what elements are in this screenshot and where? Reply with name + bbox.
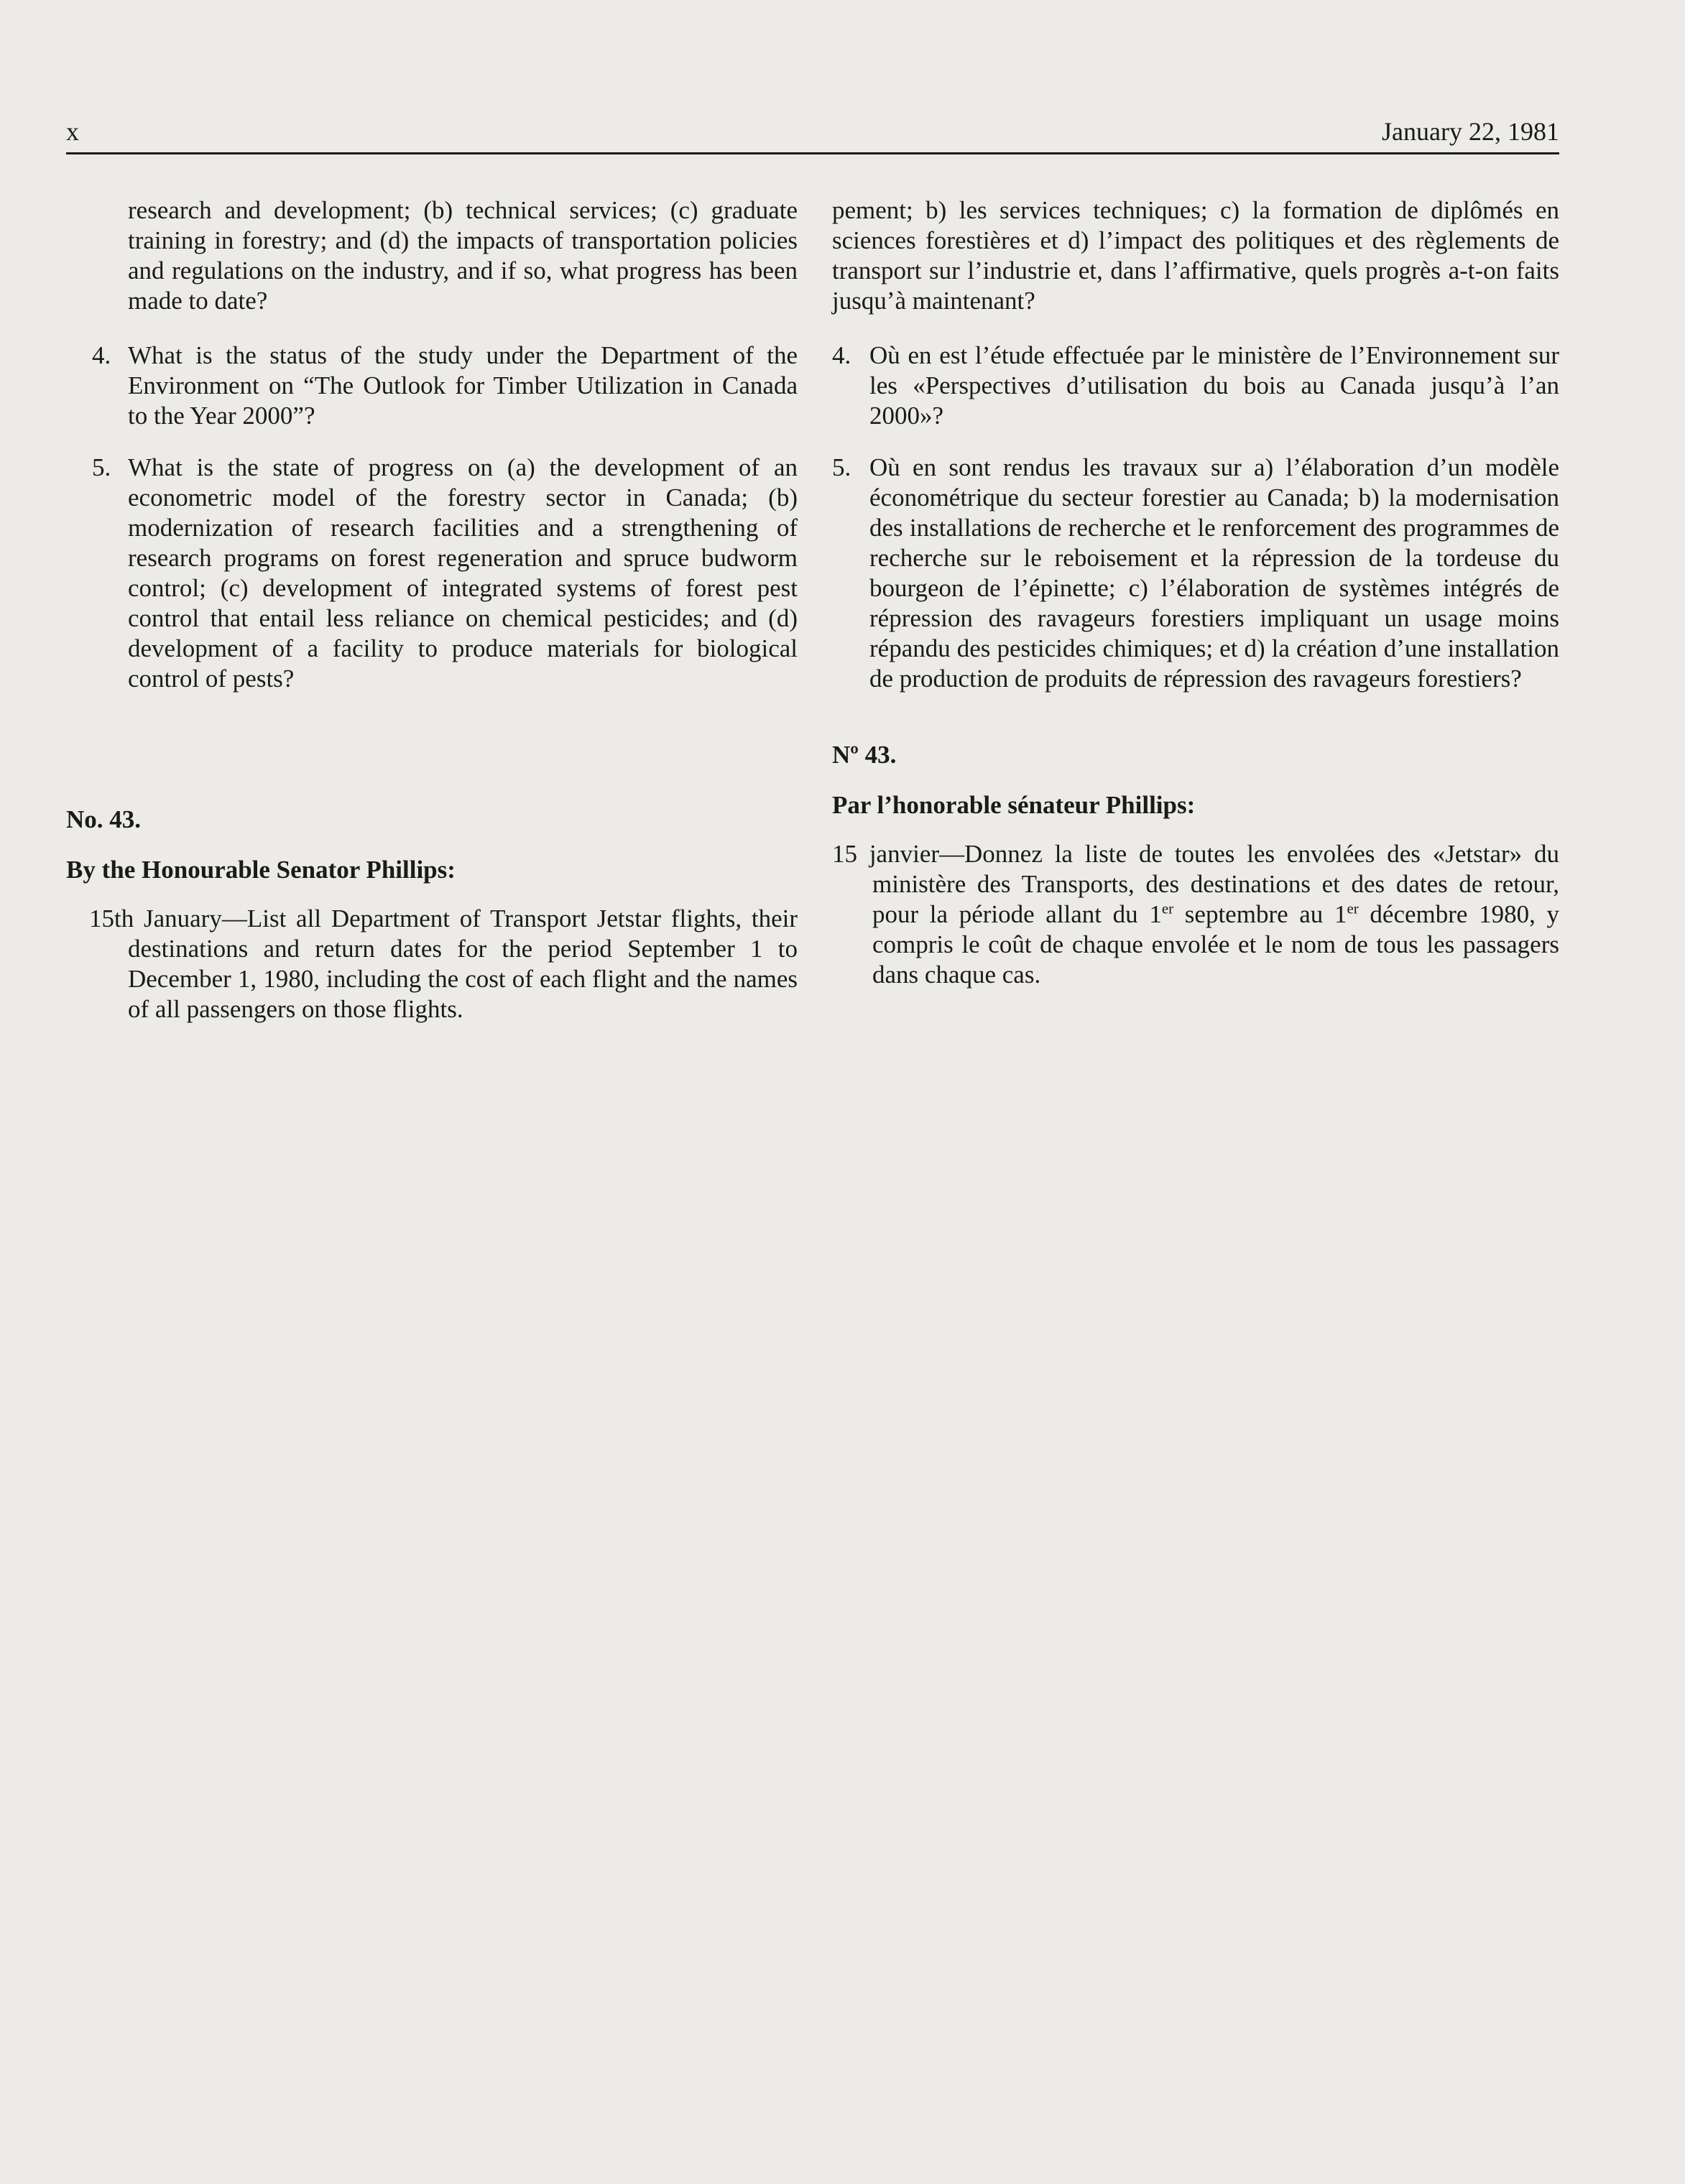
- header-rule: [66, 152, 1559, 154]
- item-text: Où en est l’étude effectuée par le ministère de l’Environnement sur les «Perspectives d’utilisation du bois au Canada jusqu’à l’an 2000»?: [869, 341, 1559, 430]
- question-text: 15th January—List all Department of Transport Jetstar flights, their destinations and return dates for the period September 1 to December 1, 1980, including the cost of each flight and the names of all passengers on those flights.: [89, 904, 798, 1023]
- list-item: [66, 453, 798, 694]
- list-item: [832, 453, 1559, 694]
- item-number: 4.: [92, 341, 111, 369]
- question-number: Nº 43.: [832, 741, 897, 769]
- question-text: 15 janvier—Donnez la liste de toutes les envolées des «Jetstar» du ministère des Transports, des destinations et des dates de retour, pour la période allant du 1er septembre au 1er décembre 1980, y compris le coût de chaque envolée et le nom de tous les passagers dans chaque cas.: [832, 840, 1559, 989]
- item-number: 5.: [92, 453, 111, 481]
- item-text: What is the status of the study under the Department of the Environment on “The Outlook for Timber Utilization in Canada to the Year 2000”?: [128, 341, 798, 430]
- english-column: [66, 195, 798, 1024]
- item-number: 5.: [832, 453, 851, 481]
- question-byline: Par l’honorable sénateur Phillips:: [832, 791, 1196, 819]
- page-number: x: [66, 117, 79, 146]
- page-header: [66, 116, 1559, 152]
- show-through-area: [832, 1121, 1559, 2055]
- question-number: No. 43.: [66, 805, 142, 833]
- header-date: January 22, 1981: [1382, 117, 1559, 146]
- question-byline: By the Honourable Senator Phillips:: [66, 856, 456, 884]
- continuation-text: research and development; (b) technical services; (c) graduate training in forestry; and (d) the impacts of transportation policies and regulations on the industry, and if so, what progress has been made to date?: [128, 196, 798, 315]
- continuation-text: pement; b) les services techniques; c) la formation de diplômés en sciences forestières et d) l’impact des politiques et des règlements de transport sur l’industrie et, dans l’affirmative, quels progrès a-t-on faits jusqu’à maintenant?: [832, 196, 1559, 315]
- list-item: [832, 341, 1559, 431]
- french-column: [832, 195, 1559, 990]
- item-text: Où en sont rendus les travaux sur a) l’élaboration d’un modèle économétrique du secteur forestier au Canada; b) la modernisation des installations de recherche et le renforcement des programmes de recherche sur le reboisement et la répression de la tordeuse du bourgeon de l’épinette; c) l’élaboration de systèmes intégrés de répression des ravageurs forestiers impliquant un usage moins répandu des pesticides chimiques; et d) la création d’une installation de production de produits de répression des ravageurs forestiers?: [869, 453, 1559, 693]
- item-text: What is the state of progress on (a) the development of an econometric model of the forestry sector in Canada; (b) modernization of research facilities and a strengthening of research programs on forest regeneration and spruce budworm control; (c) development of integrated systems of forest pest control that entail less reliance on chemical pesticides; and (d) development of a facility to produce materials for biological control of pests?: [128, 453, 798, 693]
- item-number: 4.: [832, 341, 851, 369]
- list-item: [66, 341, 798, 431]
